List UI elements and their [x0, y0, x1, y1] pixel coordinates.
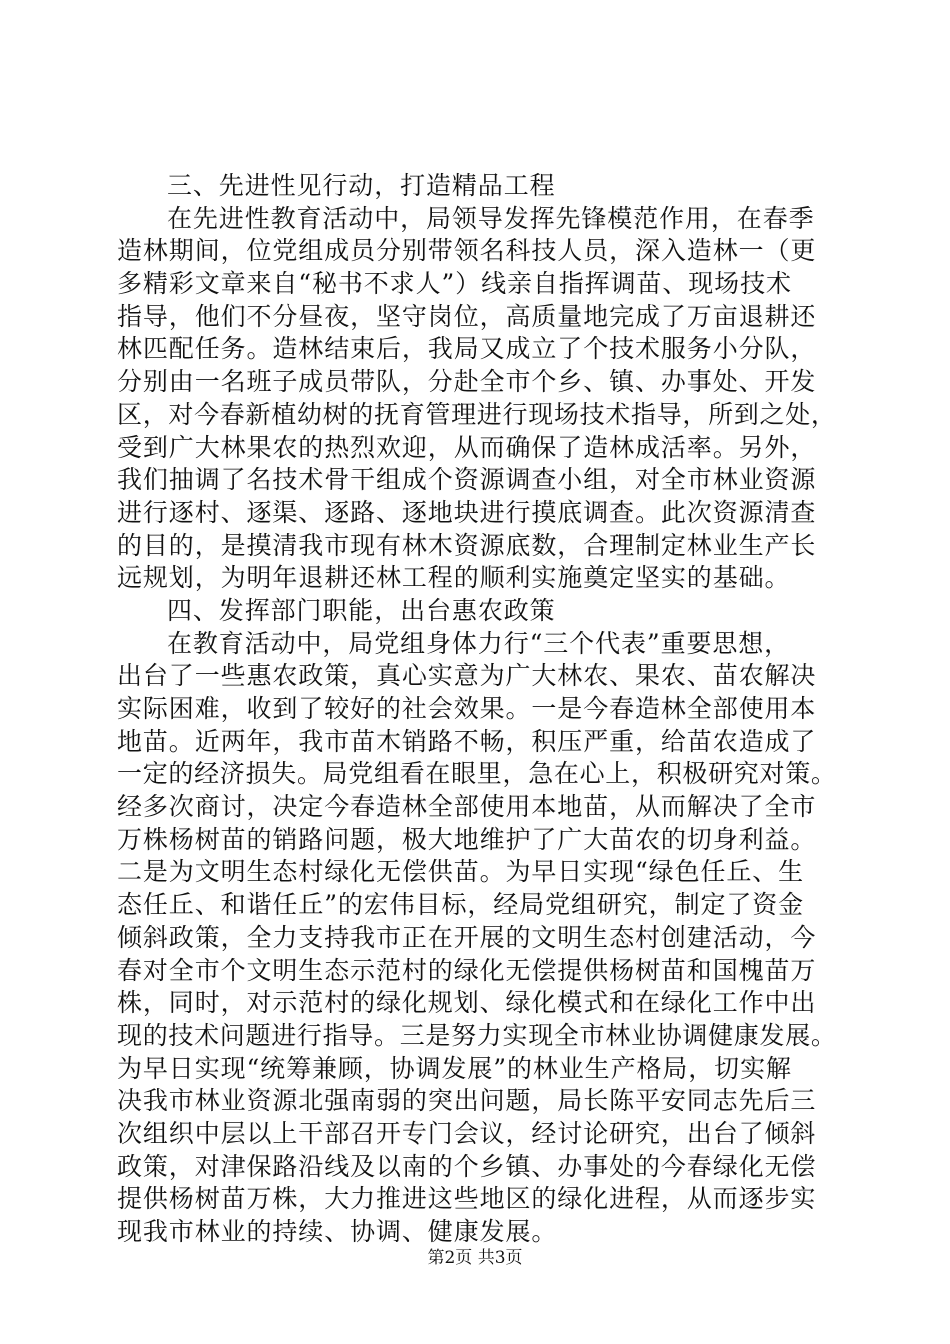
paragraph-line: 的目的，是摸清我市现有林木资源底数，合理制定林业生产长: [117, 530, 817, 560]
paragraph-line: 在先进性教育活动中，局领导发挥先锋模范作用，在春季: [167, 203, 815, 233]
paragraph-line: 分别由一名班子成员带队，分赴全市个乡、镇、办事处、开发: [117, 367, 817, 397]
paragraph-line: 多精彩文章来自“秘书不求人”）线亲自指挥调苗、现场技术: [117, 269, 792, 299]
paragraph-line: 造林期间，位党组成员分别带领名科技人员，深入造林一（更: [117, 236, 817, 266]
page-number-footer: 第2页 共3页: [427, 1248, 523, 1268]
paragraph-line: 实际困难，收到了较好的社会效果。一是今春造林全部使用本: [117, 694, 817, 723]
paragraph-line: 春对全市个文明生态示范村的绿化无偿提供杨树苗和国槐苗万: [117, 955, 817, 985]
paragraph-line: 政策，对津保路沿线及以南的个乡镇、办事处的今春绿化无偿: [117, 1151, 817, 1181]
section-heading: 四、发挥部门职能，出台惠农政策: [167, 595, 556, 625]
paragraph-line: 远规划，为明年退耕还林工程的顺利实施奠定坚实的基础。: [117, 563, 791, 593]
paragraph-line: 现的技术问题进行指导。三是努力实现全市林业协调健康发展。: [117, 1020, 837, 1050]
paragraph-line: 在教育活动中，局党组身体力行“三个代表”重要思想，: [167, 628, 791, 658]
paragraph-line: 提供杨树苗万株，大力推进这些地区的绿化进程，从而逐步实: [117, 1184, 817, 1214]
paragraph-line: 二是为文明生态村绿化无偿供苗。为早日实现“绿色任丘、生: [117, 857, 805, 887]
paragraph-line: 次组织中层以上干部召开专门会议，经讨论研究，出台了倾斜: [117, 1118, 817, 1148]
paragraph-line: 出台了一些惠农政策，真心实意为广大林农、果农、苗农解决: [117, 661, 817, 691]
paragraph-line: 进行逐村、逐渠、逐路、逐地块进行摸底调查。此次资源清查: [117, 497, 817, 527]
paragraph-line: 地苗。近两年，我市苗木销路不畅，积压严重，给苗农造成了: [117, 726, 817, 756]
paragraph-line: 指导，他们不分昼夜，坚守岗位，高质量地完成了万亩退耕还: [117, 301, 817, 331]
paragraph-line: 现我市林业的持续、协调、健康发展。: [117, 1217, 558, 1246]
paragraph-line: 林匹配任务。造林结束后，我局又成立了个技术服务小分队，: [117, 334, 817, 364]
paragraph-line: 态任丘、和谐任丘”的宏伟目标，经局党组研究，制定了资金: [117, 890, 805, 920]
paragraph-line: 万株杨树苗的销路问题，极大地维护了广大苗农的切身利益。: [117, 824, 817, 854]
paragraph-line: 我们抽调了名技术骨干组成个资源调查小组，对全市林业资源: [117, 465, 817, 495]
paragraph-line: 倾斜政策，全力支持我市正在开展的文明生态村创建活动，今: [117, 922, 817, 952]
paragraph-line: 区，对今春新植幼树的抚育管理进行现场技术指导，所到之处，: [117, 399, 837, 429]
paragraph-line: 一定的经济损失。局党组看在眼里，急在心上，积极研究对策。: [117, 759, 837, 789]
paragraph-line: 决我市林业资源北强南弱的突出问题，局长陈平安同志先后三: [117, 1086, 817, 1116]
paragraph-line: 为早日实现“统筹兼顾，协调发展”的林业生产格局，切实解: [117, 1053, 792, 1083]
document-body: [117, 170, 841, 1249]
paragraph-line: 经多次商讨，决定今春造林全部使用本地苗，从而解决了全市: [117, 792, 817, 822]
paragraph-line: 受到广大林果农的热烈欢迎，从而确保了造林成活率。另外，: [117, 432, 817, 462]
paragraph-line: 株，同时，对示范村的绿化规划、绿化模式和在绿化工作中出: [117, 988, 817, 1018]
section-heading: 三、先进性见行动，打造精品工程: [167, 171, 556, 200]
